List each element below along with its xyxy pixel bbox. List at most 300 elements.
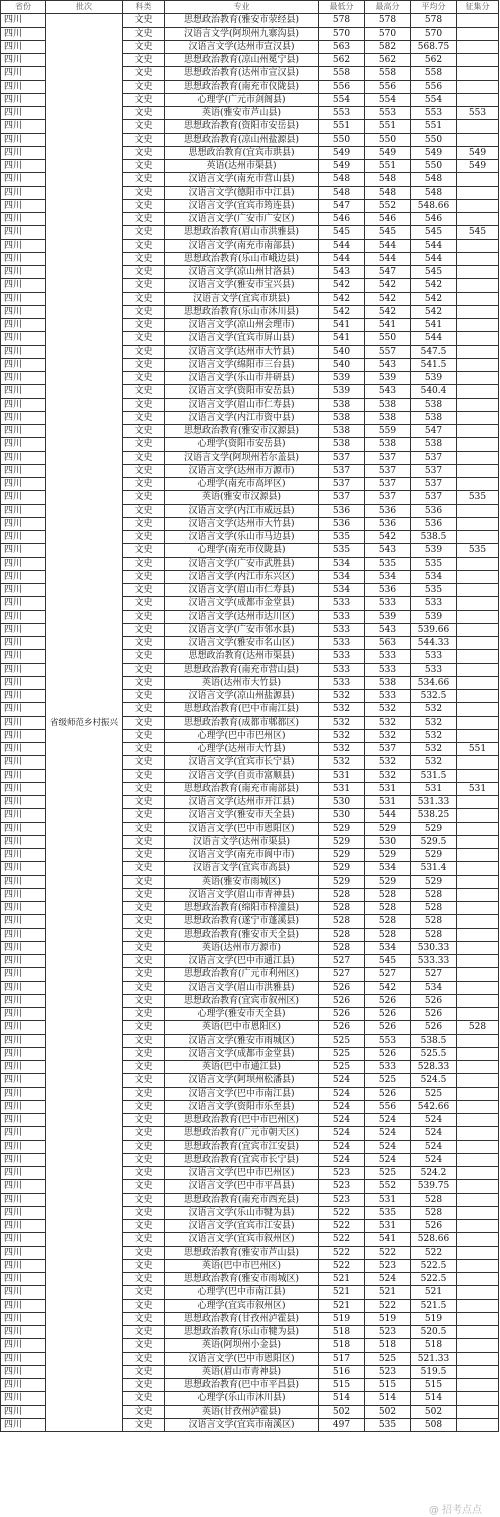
- major-cell: 汉语言文学(内江市东兴区): [165, 570, 319, 583]
- max-score-cell: 578: [365, 14, 411, 27]
- major-cell: 汉语言文学(自贡市富顺县): [165, 769, 319, 782]
- avg-score-cell: 542.66: [411, 1100, 457, 1113]
- province-cell: 四川: [1, 93, 46, 106]
- category-cell: 文史: [123, 1193, 165, 1206]
- min-score-cell: 502: [319, 1405, 365, 1418]
- avg-score-cell: 519: [411, 1312, 457, 1325]
- supplementary-score-cell: [457, 1167, 499, 1180]
- min-score-cell: 545: [319, 226, 365, 239]
- max-score-cell: 532: [365, 729, 411, 742]
- province-cell: 四川: [1, 610, 46, 623]
- supplementary-score-cell: [457, 941, 499, 954]
- min-score-cell: 521: [319, 1273, 365, 1286]
- category-cell: 文史: [123, 1021, 165, 1034]
- supplementary-score-cell: [457, 411, 499, 424]
- avg-score-cell: 538.5: [411, 531, 457, 544]
- supplementary-score-cell: [457, 729, 499, 742]
- max-score-cell: 535: [365, 1418, 411, 1431]
- max-score-cell: 532: [365, 703, 411, 716]
- supplementary-score-cell: [457, 610, 499, 623]
- category-cell: 文史: [123, 544, 165, 557]
- max-score-cell: 533: [365, 1061, 411, 1074]
- major-cell: 英语(巴中市通江县): [165, 1061, 319, 1074]
- supplementary-score-cell: [457, 451, 499, 464]
- min-score-cell: 497: [319, 1418, 365, 1431]
- category-cell: 文史: [123, 1087, 165, 1100]
- supplementary-score-cell: [457, 305, 499, 318]
- category-cell: 文史: [123, 637, 165, 650]
- major-cell: 思想政治教育(巴中市平昌县): [165, 1379, 319, 1392]
- avg-score-cell: 535: [411, 584, 457, 597]
- category-cell: 文史: [123, 1246, 165, 1259]
- max-score-cell: 538: [365, 398, 411, 411]
- major-cell: 汉语言文学(眉山市仁寿县): [165, 398, 319, 411]
- min-score-cell: 544: [319, 239, 365, 252]
- avg-score-cell: 541.5: [411, 358, 457, 371]
- max-score-cell: 582: [365, 40, 411, 53]
- avg-score-cell: 528: [411, 902, 457, 915]
- min-score-cell: 514: [319, 1392, 365, 1405]
- supplementary-score-cell: [457, 425, 499, 438]
- max-score-cell: 525: [365, 1352, 411, 1365]
- max-score-cell: 536: [365, 504, 411, 517]
- avg-score-cell: 532: [411, 743, 457, 756]
- min-score-cell: 521: [319, 1299, 365, 1312]
- min-score-cell: 538: [319, 425, 365, 438]
- supplementary-score-cell: [457, 1140, 499, 1153]
- min-score-cell: 526: [319, 981, 365, 994]
- min-score-cell: 516: [319, 1365, 365, 1378]
- supplementary-score-cell: [457, 862, 499, 875]
- avg-score-cell: 548: [411, 186, 457, 199]
- category-cell: 文史: [123, 902, 165, 915]
- avg-score-cell: 538.25: [411, 809, 457, 822]
- min-score-cell: 550: [319, 133, 365, 146]
- max-score-cell: 532: [365, 769, 411, 782]
- province-cell: 四川: [1, 769, 46, 782]
- supplementary-score-cell: [457, 478, 499, 491]
- min-score-cell: 538: [319, 411, 365, 424]
- supplementary-score-cell: [457, 1392, 499, 1405]
- avg-score-cell: 533: [411, 650, 457, 663]
- max-score-cell: 524: [365, 1140, 411, 1153]
- major-cell: 英语(达州市大竹县): [165, 676, 319, 689]
- min-score-cell: 549: [319, 146, 365, 159]
- min-score-cell: 533: [319, 650, 365, 663]
- supplementary-score-cell: [457, 1047, 499, 1060]
- category-cell: 文史: [123, 1100, 165, 1113]
- province-cell: 四川: [1, 1193, 46, 1206]
- major-cell: 思想政治教育(雅安市雨城区): [165, 1273, 319, 1286]
- major-cell: 汉语言文学(资阳市安岳县): [165, 385, 319, 398]
- category-cell: 文史: [123, 1220, 165, 1233]
- max-score-cell: 538: [365, 411, 411, 424]
- category-cell: 文史: [123, 305, 165, 318]
- avg-score-cell: 521.33: [411, 1352, 457, 1365]
- major-cell: 心理学(南充市仪陇县): [165, 544, 319, 557]
- major-cell: 汉语言文学(雅安市天全县): [165, 809, 319, 822]
- major-cell: 思想政治教育(南充市营山县): [165, 663, 319, 676]
- avg-score-cell: 540.4: [411, 385, 457, 398]
- category-cell: 文史: [123, 835, 165, 848]
- supplementary-score-cell: [457, 597, 499, 610]
- major-cell: 汉语言文学(绵阳市三台县): [165, 358, 319, 371]
- avg-score-cell: 538: [411, 398, 457, 411]
- header-major: 专业: [165, 1, 319, 14]
- province-cell: 四川: [1, 570, 46, 583]
- max-score-cell: 543: [365, 623, 411, 636]
- max-score-cell: 530: [365, 835, 411, 848]
- avg-score-cell: 521: [411, 1286, 457, 1299]
- supplementary-score-cell: 549: [457, 146, 499, 159]
- province-cell: 四川: [1, 438, 46, 451]
- province-cell: 四川: [1, 54, 46, 67]
- avg-score-cell: 542: [411, 292, 457, 305]
- avg-score-cell: 536: [411, 504, 457, 517]
- min-score-cell: 526: [319, 1021, 365, 1034]
- category-cell: 文史: [123, 769, 165, 782]
- avg-score-cell: 562: [411, 54, 457, 67]
- major-cell: 汉语言文学(宜宾市珙县): [165, 292, 319, 305]
- min-score-cell: 530: [319, 796, 365, 809]
- min-score-cell: 521: [319, 1286, 365, 1299]
- max-score-cell: 528: [365, 888, 411, 901]
- max-score-cell: 549: [365, 146, 411, 159]
- category-cell: 文史: [123, 1379, 165, 1392]
- province-cell: 四川: [1, 425, 46, 438]
- avg-score-cell: 531.4: [411, 862, 457, 875]
- min-score-cell: 533: [319, 676, 365, 689]
- max-score-cell: 528: [365, 915, 411, 928]
- category-cell: 文史: [123, 1418, 165, 1431]
- min-score-cell: 532: [319, 743, 365, 756]
- major-cell: 汉语言文学(眉山市青神县): [165, 888, 319, 901]
- province-cell: 四川: [1, 120, 46, 133]
- category-cell: 文史: [123, 146, 165, 159]
- avg-score-cell: 524: [411, 1127, 457, 1140]
- major-cell: 英语(眉山市青神县): [165, 1365, 319, 1378]
- category-cell: 文史: [123, 597, 165, 610]
- max-score-cell: 522: [365, 1246, 411, 1259]
- major-cell: 汉语言文学(阿坝州松潘县): [165, 1074, 319, 1087]
- province-cell: 四川: [1, 557, 46, 570]
- min-score-cell: 527: [319, 955, 365, 968]
- category-cell: 文史: [123, 517, 165, 530]
- major-cell: 思想政治教育(乐山市峨边县): [165, 252, 319, 265]
- min-score-cell: 524: [319, 1074, 365, 1087]
- major-cell: 思想政治教育(南充市西充县): [165, 1193, 319, 1206]
- avg-score-cell: 542: [411, 305, 457, 318]
- max-score-cell: 526: [365, 994, 411, 1007]
- min-score-cell: 532: [319, 716, 365, 729]
- province-cell: 四川: [1, 1008, 46, 1021]
- avg-score-cell: 550: [411, 133, 457, 146]
- max-score-cell: 537: [365, 464, 411, 477]
- avg-score-cell: 537: [411, 491, 457, 504]
- supplementary-score-cell: [457, 239, 499, 252]
- category-cell: 文史: [123, 1127, 165, 1140]
- supplementary-score-cell: [457, 1286, 499, 1299]
- province-cell: 四川: [1, 1339, 46, 1352]
- province-cell: 四川: [1, 584, 46, 597]
- avg-score-cell: 529: [411, 849, 457, 862]
- min-score-cell: 563: [319, 40, 365, 53]
- category-cell: 文史: [123, 623, 165, 636]
- major-cell: 汉语言文学(达州市达川区): [165, 610, 319, 623]
- supplementary-score-cell: [457, 928, 499, 941]
- major-cell: 思想政治教育(宜宾市长宁县): [165, 1153, 319, 1166]
- province-cell: 四川: [1, 358, 46, 371]
- province-cell: 四川: [1, 915, 46, 928]
- major-cell: 心理学(巴中市南江县): [165, 1286, 319, 1299]
- min-score-cell: 533: [319, 637, 365, 650]
- province-cell: 四川: [1, 1047, 46, 1060]
- min-score-cell: 534: [319, 557, 365, 570]
- category-cell: 文史: [123, 663, 165, 676]
- category-cell: 文史: [123, 584, 165, 597]
- supplementary-score-cell: [457, 690, 499, 703]
- category-cell: 文史: [123, 955, 165, 968]
- min-score-cell: 539: [319, 385, 365, 398]
- major-cell: 汉语言文学(凉山州会理市): [165, 319, 319, 332]
- major-cell: 汉语言文学(巴中市巴州区): [165, 1167, 319, 1180]
- max-score-cell: 563: [365, 637, 411, 650]
- major-cell: 思想政治教育(达州市渠县): [165, 650, 319, 663]
- category-cell: 文史: [123, 1286, 165, 1299]
- major-cell: 汉语言文学(巴中市南江县): [165, 1087, 319, 1100]
- supplementary-score-cell: [457, 663, 499, 676]
- avg-score-cell: 534: [411, 981, 457, 994]
- min-score-cell: 524: [319, 1140, 365, 1153]
- province-cell: 四川: [1, 517, 46, 530]
- major-cell: 汉语言文学(宜宾市长宁县): [165, 756, 319, 769]
- major-cell: 思想政治教育(广元市朝天区): [165, 1127, 319, 1140]
- category-cell: 文史: [123, 676, 165, 689]
- min-score-cell: 541: [319, 332, 365, 345]
- province-cell: 四川: [1, 1352, 46, 1365]
- major-cell: 汉语言文学(达州市宣汉县): [165, 40, 319, 53]
- min-score-cell: 524: [319, 1087, 365, 1100]
- supplementary-score-cell: [457, 835, 499, 848]
- province-cell: 四川: [1, 1220, 46, 1233]
- category-cell: 文史: [123, 438, 165, 451]
- category-cell: 文史: [123, 1167, 165, 1180]
- category-cell: 文史: [123, 862, 165, 875]
- supplementary-score-cell: [457, 54, 499, 67]
- avg-score-cell: 522.5: [411, 1259, 457, 1272]
- province-cell: 四川: [1, 928, 46, 941]
- category-cell: 文史: [123, 239, 165, 252]
- min-score-cell: 529: [319, 835, 365, 848]
- major-cell: 英语(巴中市巴州区): [165, 1259, 319, 1272]
- avg-score-cell: 539: [411, 610, 457, 623]
- category-cell: 文史: [123, 133, 165, 146]
- avg-score-cell: 545: [411, 226, 457, 239]
- avg-score-cell: 549: [411, 146, 457, 159]
- max-score-cell: 528: [365, 902, 411, 915]
- max-score-cell: 532: [365, 756, 411, 769]
- supplementary-score-cell: [457, 888, 499, 901]
- category-cell: 文史: [123, 266, 165, 279]
- max-score-cell: 526: [365, 1087, 411, 1100]
- avg-score-cell: 547.5: [411, 345, 457, 358]
- major-cell: 汉语言文学(乐山市犍为县): [165, 1206, 319, 1219]
- supplementary-score-cell: [457, 398, 499, 411]
- province-cell: 四川: [1, 319, 46, 332]
- category-cell: 文史: [123, 994, 165, 1007]
- category-cell: 文史: [123, 1153, 165, 1166]
- major-cell: 汉语言文学(眉山市洪雅县): [165, 981, 319, 994]
- max-score-cell: 541: [365, 319, 411, 332]
- major-cell: 汉语言文学(眉山市仁寿县): [165, 584, 319, 597]
- supplementary-score-cell: [457, 504, 499, 517]
- max-score-cell: 537: [365, 451, 411, 464]
- max-score-cell: 543: [365, 385, 411, 398]
- min-score-cell: 522: [319, 1259, 365, 1272]
- category-cell: 文史: [123, 358, 165, 371]
- max-score-cell: 548: [365, 186, 411, 199]
- avg-score-cell: 532: [411, 729, 457, 742]
- major-cell: 思想政治教育(巴中市巴州区): [165, 1114, 319, 1127]
- category-cell: 文史: [123, 319, 165, 332]
- category-cell: 文史: [123, 796, 165, 809]
- max-score-cell: 556: [365, 80, 411, 93]
- major-cell: 汉语言文学(宜宾市江安县): [165, 1220, 319, 1233]
- supplementary-score-cell: [457, 133, 499, 146]
- province-cell: 四川: [1, 676, 46, 689]
- avg-score-cell: 524.2: [411, 1167, 457, 1180]
- max-score-cell: 502: [365, 1405, 411, 1418]
- major-cell: 汉语言文学(达州市开江县): [165, 796, 319, 809]
- province-cell: 四川: [1, 451, 46, 464]
- category-cell: 文史: [123, 981, 165, 994]
- avg-score-cell: 529.5: [411, 835, 457, 848]
- min-score-cell: 530: [319, 809, 365, 822]
- major-cell: 汉语言文学(成都市金堂县): [165, 597, 319, 610]
- min-score-cell: 531: [319, 782, 365, 795]
- category-cell: 文史: [123, 80, 165, 93]
- min-score-cell: 549: [319, 160, 365, 173]
- category-cell: 文史: [123, 385, 165, 398]
- category-cell: 文史: [123, 1114, 165, 1127]
- supplementary-score-cell: [457, 756, 499, 769]
- category-cell: 文史: [123, 729, 165, 742]
- category-cell: 文史: [123, 226, 165, 239]
- category-cell: 文史: [123, 928, 165, 941]
- category-cell: 文史: [123, 199, 165, 212]
- category-cell: 文史: [123, 27, 165, 40]
- min-score-cell: 544: [319, 252, 365, 265]
- avg-score-cell: 544: [411, 332, 457, 345]
- avg-score-cell: 528: [411, 1193, 457, 1206]
- max-score-cell: 514: [365, 1392, 411, 1405]
- header-min-score: 最低分: [319, 1, 365, 14]
- avg-score-cell: 528.66: [411, 1233, 457, 1246]
- min-score-cell: 542: [319, 279, 365, 292]
- max-score-cell: 544: [365, 809, 411, 822]
- major-cell: 汉语言文学(宜宾市筠连县): [165, 199, 319, 212]
- supplementary-score-cell: [457, 213, 499, 226]
- supplementary-score-cell: [457, 994, 499, 1007]
- category-cell: 文史: [123, 411, 165, 424]
- category-cell: 文史: [123, 1206, 165, 1219]
- max-score-cell: 537: [365, 743, 411, 756]
- category-cell: 文史: [123, 743, 165, 756]
- avg-score-cell: 570: [411, 27, 457, 40]
- province-cell: 四川: [1, 637, 46, 650]
- province-cell: 四川: [1, 544, 46, 557]
- supplementary-score-cell: [457, 252, 499, 265]
- category-cell: 文史: [123, 160, 165, 173]
- avg-score-cell: 533: [411, 597, 457, 610]
- max-score-cell: 547: [365, 266, 411, 279]
- avg-score-cell: 508: [411, 1418, 457, 1431]
- major-cell: 心理学(南充市高坪区): [165, 478, 319, 491]
- province-cell: 四川: [1, 743, 46, 756]
- min-score-cell: 524: [319, 1114, 365, 1127]
- supplementary-score-cell: 531: [457, 782, 499, 795]
- major-cell: 心理学(雅安市天全县): [165, 1008, 319, 1021]
- province-cell: 四川: [1, 1114, 46, 1127]
- max-score-cell: 538: [365, 676, 411, 689]
- category-cell: 文史: [123, 1074, 165, 1087]
- major-cell: 心理学(资阳市安岳县): [165, 438, 319, 451]
- min-score-cell: 532: [319, 690, 365, 703]
- max-score-cell: 515: [365, 1379, 411, 1392]
- major-cell: 汉语言文学(南充市营山县): [165, 173, 319, 186]
- category-cell: 文史: [123, 782, 165, 795]
- province-cell: 四川: [1, 1153, 46, 1166]
- major-cell: 英语(雅安市汉源县): [165, 491, 319, 504]
- major-cell: 思想政治教育(凉山州盐源县): [165, 133, 319, 146]
- min-score-cell: 528: [319, 902, 365, 915]
- province-cell: 四川: [1, 385, 46, 398]
- province-cell: 四川: [1, 80, 46, 93]
- supplementary-score-cell: [457, 385, 499, 398]
- province-cell: 四川: [1, 1074, 46, 1087]
- supplementary-score-cell: 535: [457, 491, 499, 504]
- avg-score-cell: 539: [411, 372, 457, 385]
- major-cell: 英语(达州市渠县): [165, 160, 319, 173]
- supplementary-score-cell: [457, 623, 499, 636]
- supplementary-score-cell: [457, 1008, 499, 1021]
- max-score-cell: 525: [365, 1074, 411, 1087]
- avg-score-cell: 538.5: [411, 1034, 457, 1047]
- min-score-cell: 547: [319, 199, 365, 212]
- major-cell: 汉语言文学(巴中市平昌县): [165, 1180, 319, 1193]
- province-cell: 四川: [1, 1259, 46, 1272]
- major-cell: 思想政治教育(雅安市荥经县): [165, 14, 319, 27]
- major-cell: 汉语言文学(达州市大竹县): [165, 517, 319, 530]
- major-cell: 思想政治教育(成都市郫都区): [165, 716, 319, 729]
- province-cell: 四川: [1, 1286, 46, 1299]
- province-cell: 四川: [1, 186, 46, 199]
- max-score-cell: 523: [365, 1365, 411, 1378]
- supplementary-score-cell: [457, 769, 499, 782]
- max-score-cell: 529: [365, 822, 411, 835]
- max-score-cell: 533: [365, 690, 411, 703]
- min-score-cell: 538: [319, 438, 365, 451]
- major-cell: 思想政治教育(绵阳市梓潼县): [165, 902, 319, 915]
- province-cell: 四川: [1, 1087, 46, 1100]
- province-cell: 四川: [1, 252, 46, 265]
- category-cell: 文史: [123, 690, 165, 703]
- header-supplementary-score: 征集分: [457, 1, 499, 14]
- major-cell: 汉语言文学(巴中市通江县): [165, 955, 319, 968]
- province-cell: 四川: [1, 835, 46, 848]
- max-score-cell: 551: [365, 160, 411, 173]
- supplementary-score-cell: [457, 1034, 499, 1047]
